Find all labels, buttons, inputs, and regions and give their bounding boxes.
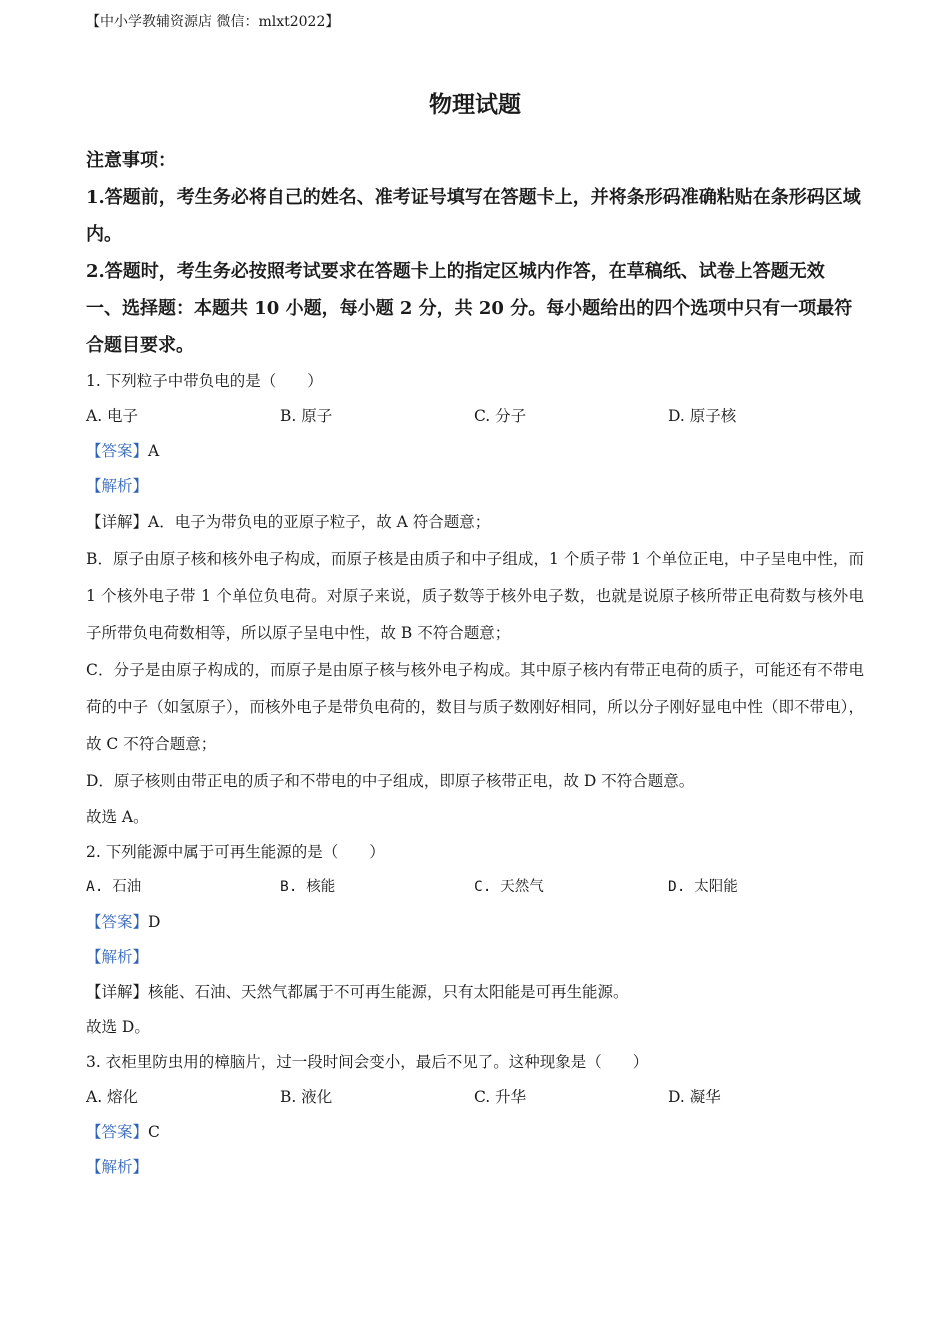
detail-d: D．原子核则由带正电的质子和不带电的中子组成，即原子核带正电，故 D 不符合题意。 [86, 772, 695, 790]
answer-tag: 【答案】 [86, 442, 149, 460]
option-c: C. 升华 [474, 1088, 527, 1106]
detail-a [86, 504, 864, 541]
answer-value: C [148, 1123, 160, 1141]
detail-tag: 【详解】 [86, 513, 149, 531]
answer-tag: 【答案】 [86, 1123, 149, 1141]
option-c: C. 分子 [474, 407, 527, 425]
notice-heading: 注意事项： [86, 150, 176, 171]
question-stem: 2. 下列能源中属于可再生能源的是（ ） [86, 843, 385, 861]
detail [86, 975, 864, 1010]
option-a: A. 电子 [86, 407, 139, 425]
question-options [86, 399, 864, 434]
option-a: A. 熔化 [86, 1088, 139, 1106]
detail-a-text: A．电子为带负电的亚原子粒子，故 A 符合题意； [148, 513, 491, 531]
question-1 [86, 364, 864, 835]
option-d: D. 凝华 [668, 1088, 721, 1106]
header-note: 【中小学教辅资源店 微信：mlxt2022】 [86, 14, 340, 30]
answer-tag: 【答案】 [86, 913, 149, 931]
analysis-tag: 【解析】 [86, 477, 149, 495]
question-stem: 1. 下列粒子中带负电的是（ ） [86, 372, 323, 390]
option-b: B. 液化 [280, 1088, 333, 1106]
detail-tag: 【详解】 [86, 983, 149, 1001]
question-options [86, 870, 864, 905]
analysis-tag: 【解析】 [86, 948, 149, 966]
detail-b: B．原子由原子核和核外电子构成，而原子核是由质子和中子组成，1 个质子带 1 个单位正电，中子呈电中性，而 1 个核外电子带 1 个单位负电荷。对原子来说，质子数等于核外电子数，也就是说原子核所带正电荷数与核外电子所带负电荷数相等，所以原子呈电中性，故 B 不符合题意； [86, 550, 864, 642]
question-3 [86, 1045, 864, 1185]
notice-item-2: 2.答题时，考生务必按照考试要求在答题卡上的指定区城内作答，在草稿纸、试卷上答题无效 [86, 261, 825, 282]
analysis-tag: 【解析】 [86, 1158, 149, 1176]
answer-line [86, 434, 864, 469]
answer-line [86, 905, 864, 940]
option-b: B. 原子 [280, 407, 333, 425]
detail-c: C．分子是由原子构成的，而原子是由原子核与核外电子构成。其中原子核内有带正电荷的质子，可能还有不带电荷的中子（如氢原子），而核外电子是带负电荷的，数目与质子数刚好相同，所以分子刚好显电中性（即不带电），故 C 不符合题意； [86, 661, 864, 753]
document-body [86, 142, 864, 1185]
detail-text: 核能、石油、天然气都属于不可再生能源，只有太阳能是可再生能源。 [148, 983, 629, 1001]
question-options [86, 1080, 864, 1115]
notice-item-1: 1.答题前，考生务必将自己的姓名、准考证号填写在答题卡上，并将条形码准确粘贴在条形码区域内。 [86, 187, 861, 245]
conclusion: 故选 D。 [86, 1018, 150, 1036]
answer-value: A [148, 442, 160, 460]
option-d: D. 原子核 [668, 407, 737, 425]
answer-value: D [148, 913, 161, 931]
option-a: A. 石油 [86, 879, 142, 895]
question-2 [86, 835, 864, 1045]
option-b: B. 核能 [280, 879, 336, 895]
option-d: D. 太阳能 [668, 879, 738, 895]
answer-line [86, 1115, 864, 1150]
question-stem: 3. 衣柜里防虫用的樟脑片，过一段时间会变小，最后不见了。这种现象是（ ） [86, 1053, 649, 1071]
option-c: C. 天然气 [474, 879, 544, 895]
section-heading: 一、选择题：本题共 10 小题，每小题 2 分，共 20 分。每小题给出的四个选项中只有一项最符合题目要求。 [86, 298, 853, 356]
page-title: 物理试题 [429, 91, 521, 118]
conclusion: 故选 A。 [86, 808, 149, 826]
